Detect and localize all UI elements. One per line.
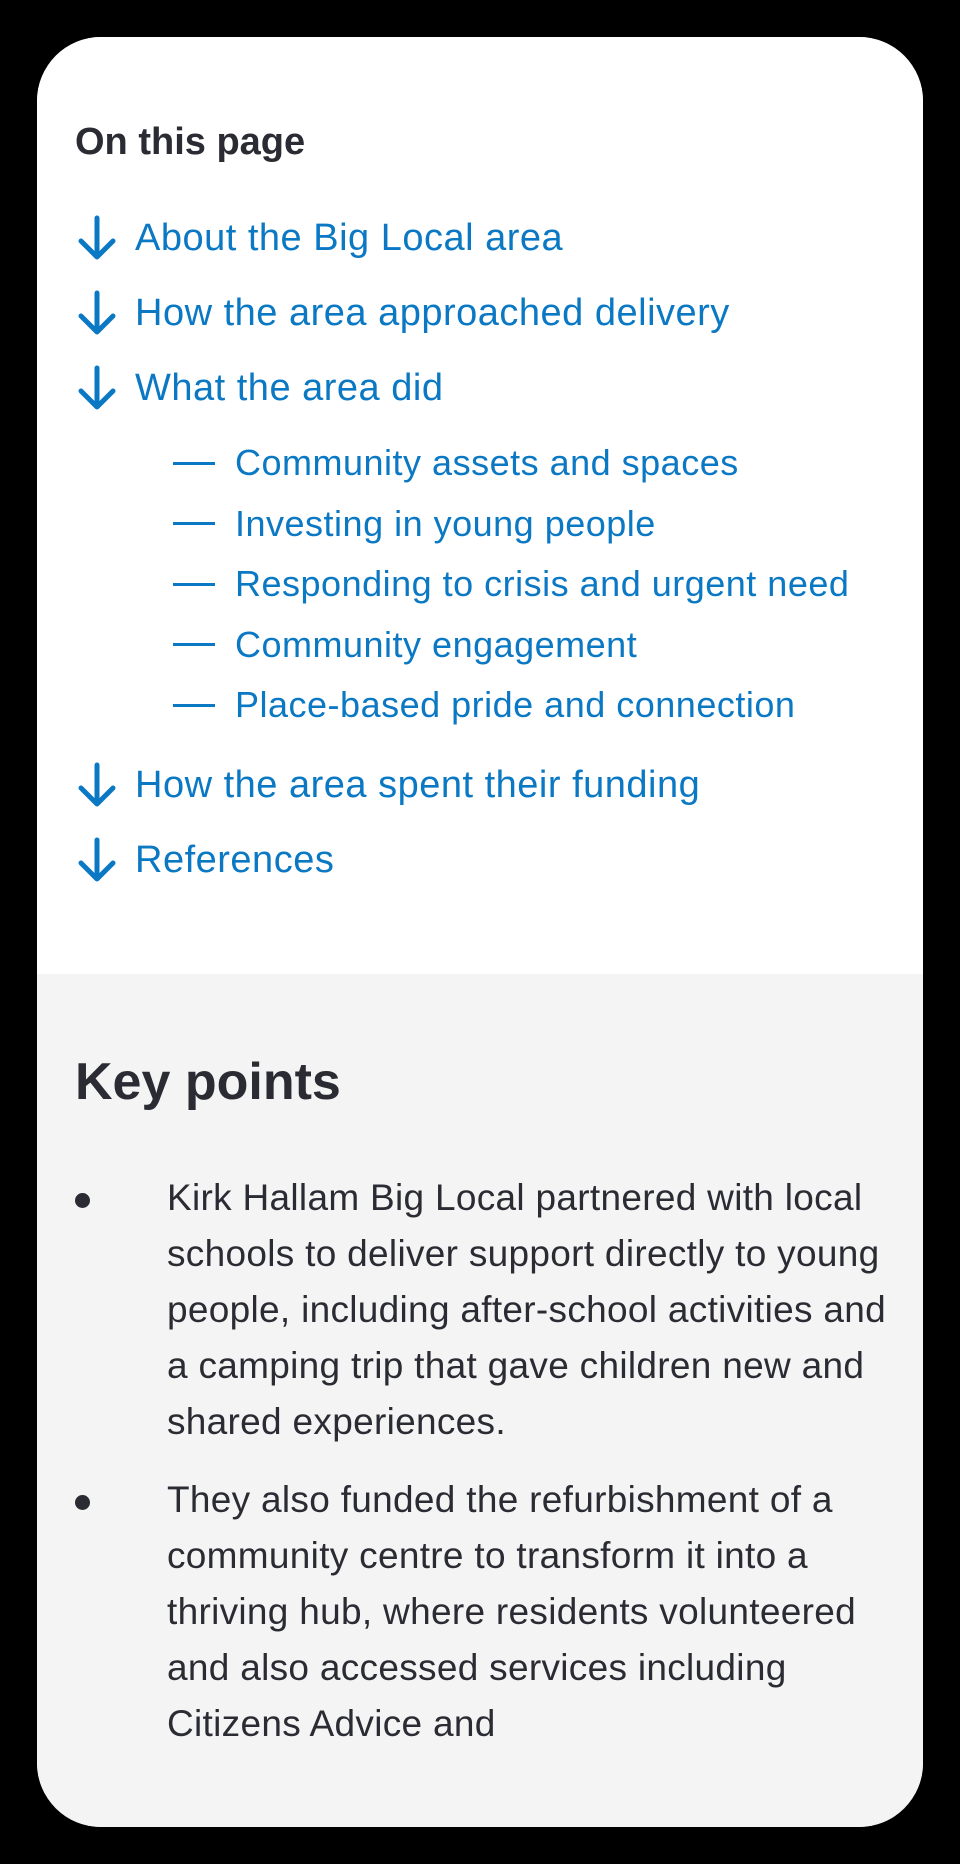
toc-sub-link-crisis[interactable]: Responding to crisis and urgent need [235, 563, 850, 605]
toc-sub-item-crisis[interactable] [173, 554, 923, 615]
toc-sub-item-pride[interactable] [173, 675, 923, 736]
toc-list [75, 200, 923, 425]
toc-heading: On this page [75, 121, 306, 163]
toc-link-approached-delivery[interactable]: How the area approached delivery [135, 291, 730, 334]
on-this-page-nav [37, 37, 923, 974]
arrow-down-icon [75, 760, 119, 810]
toc-item-approached-delivery[interactable] [75, 275, 923, 350]
key-point-item [75, 1472, 923, 1752]
toc-item-spent-funding[interactable] [75, 748, 923, 823]
toc-item-references[interactable] [75, 823, 923, 898]
key-points-title: Key points [75, 1053, 341, 1111]
bullet-icon [75, 1193, 90, 1208]
toc-item-about-area[interactable] [75, 200, 923, 275]
toc-link-spent-funding[interactable]: How the area spent their funding [135, 764, 701, 806]
arrow-down-icon [75, 835, 119, 885]
toc-item-what-area-did[interactable] [75, 350, 923, 425]
arrow-down-icon [75, 288, 119, 338]
key-points-section [37, 974, 923, 1827]
toc-link-about-area[interactable]: About the Big Local area [135, 216, 564, 259]
dash-icon [173, 462, 215, 465]
toc-sub-link-pride[interactable]: Place-based pride and connection [235, 684, 796, 726]
key-point-text: Kirk Hallam Big Local partnered with local schools to deliver support directly to young people, including after-school activities and a camping trip that gave children new and shared experiences. [167, 1177, 886, 1442]
dash-icon [173, 522, 215, 525]
toc-sub-link-young-people[interactable]: Investing in young people [235, 502, 656, 544]
dash-icon [173, 583, 215, 586]
dash-icon [173, 704, 215, 707]
dash-icon [173, 643, 215, 646]
toc-link-references[interactable]: References [135, 839, 335, 881]
toc-sub-item-young-people[interactable] [173, 494, 923, 555]
key-points-list [75, 1170, 923, 1752]
bullet-icon [75, 1495, 90, 1510]
phone-screen [37, 37, 923, 1827]
toc-sub-link-engagement[interactable]: Community engagement [235, 623, 638, 665]
toc-sub-list [75, 433, 923, 736]
arrow-down-icon [75, 363, 119, 413]
key-point-text: They also funded the refurbishment of a community centre to transform it into a thriving hub, where residents volunteered and also accessed services including Citizens Advice and [167, 1479, 856, 1744]
toc-sub-item-engagement[interactable] [173, 615, 923, 676]
toc-sub-item-community-assets[interactable] [173, 433, 923, 494]
toc-link-what-area-did[interactable]: What the area did [135, 366, 444, 409]
arrow-down-icon [75, 213, 119, 263]
key-point-item [75, 1170, 923, 1450]
toc-sub-link-community-assets[interactable]: Community assets and spaces [235, 442, 739, 484]
toc-list-continued [75, 748, 923, 898]
